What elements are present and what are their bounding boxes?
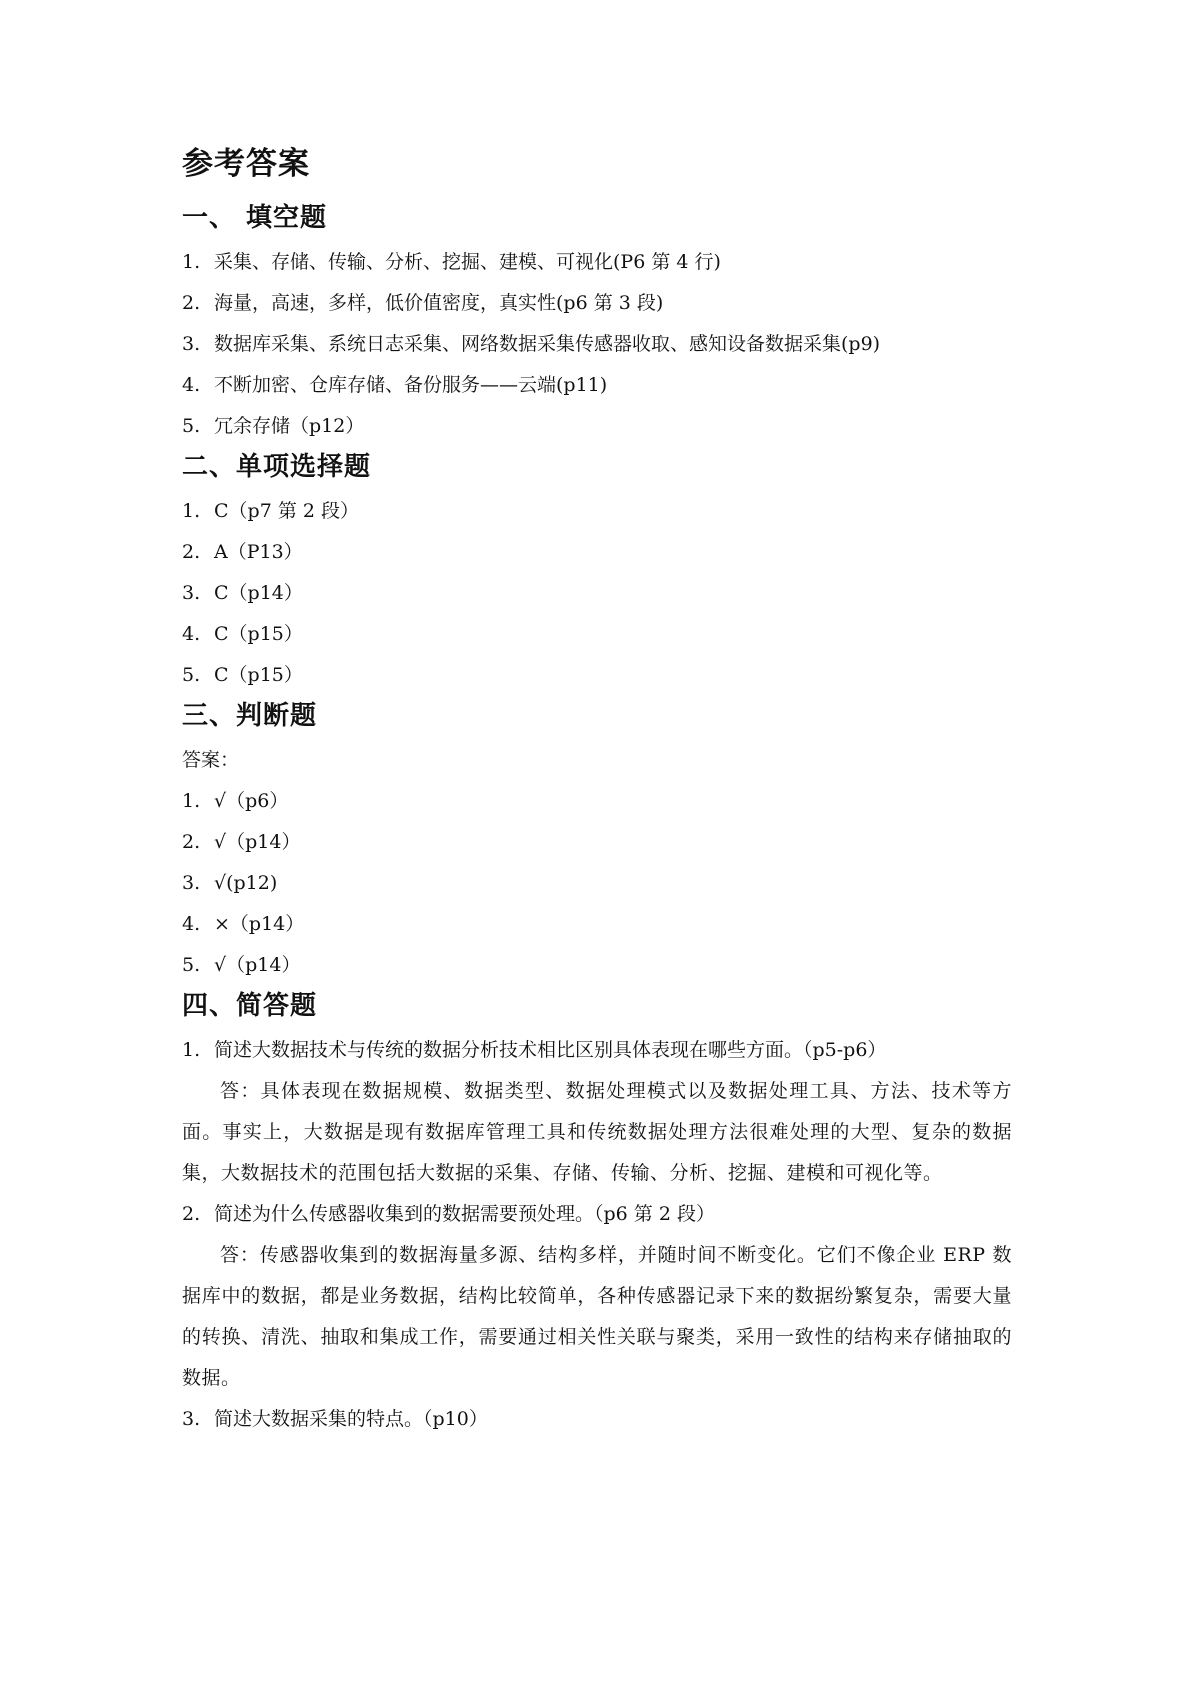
list-item — [182, 863, 1012, 904]
item-number: 5. — [182, 954, 201, 976]
list-item — [182, 532, 1012, 573]
question-item — [182, 1399, 1012, 1440]
item-text: 数据库采集、系统日志采集、网络数据采集传感器收取、感知设备数据采集(p9) — [214, 333, 881, 355]
item-number: 5. — [182, 664, 201, 686]
list-item — [182, 781, 1012, 822]
item-number: 1. — [182, 251, 201, 273]
item-number: 4. — [182, 374, 201, 396]
section-intro: 答案： — [182, 749, 240, 771]
section-single-choice — [182, 447, 1012, 696]
section-heading: 四、简答题 — [182, 991, 318, 1021]
list-item — [182, 904, 1012, 945]
item-text: C（p7 第 2 段） — [214, 500, 359, 522]
section-true-false — [182, 696, 1012, 986]
section-heading: 三、判断题 — [182, 701, 318, 731]
answer-paragraph: 答：具体表现在数据规模、数据类型、数据处理模式以及数据处理工具、方法、技术等方面。事实上，大数据是现有数据库管理工具和传统数据处理方法很难处理的大型、复杂的数据集，大数据技术的范围包括大数据的采集、存储、传输、分析、挖掘、建模和可视化等。 — [182, 1080, 1012, 1184]
list-item — [182, 406, 1012, 447]
item-text: C（p15） — [214, 664, 303, 686]
section-heading: 二、单项选择题 — [182, 452, 372, 482]
item-number: 1. — [182, 500, 201, 522]
list-item — [182, 822, 1012, 863]
item-text: √（p14） — [214, 954, 301, 976]
document-title: 参考答案 — [182, 146, 310, 182]
list-item — [182, 324, 1012, 365]
list-item — [182, 655, 1012, 696]
section-fill-in-blank — [182, 198, 1012, 447]
item-number: 2. — [182, 831, 201, 853]
answer-paragraph: 答：传感器收集到的数据海量多源、结构多样，并随时间不断变化。它们不像企业 ERP 数据库中的数据，都是业务数据，结构比较简单，各种传感器记录下来的数据纷繁复杂，需要大量的转换、清洗、抽取和集成工作，需要通过相关性关联与聚类，采用一致性的结构来存储抽取的数据。 — [182, 1244, 1012, 1389]
item-text: C（p15） — [214, 623, 303, 645]
item-number: 3. — [182, 1408, 201, 1430]
item-number: 2. — [182, 1203, 201, 1225]
item-text: 不断加密、仓库存储、备份服务——云端(p11) — [214, 374, 608, 396]
list-item — [182, 945, 1012, 986]
item-text: 采集、存储、传输、分析、挖掘、建模、可视化(P6 第 4 行) — [214, 251, 721, 273]
list-item — [182, 614, 1012, 655]
section-heading: 一、 填空题 — [182, 203, 328, 233]
list-item — [182, 573, 1012, 614]
item-text: √（p6） — [214, 790, 289, 812]
item-number: 4. — [182, 623, 201, 645]
list-item — [182, 283, 1012, 324]
item-number: 3. — [182, 872, 201, 894]
item-text: C（p14） — [214, 582, 303, 604]
item-number: 2. — [182, 541, 201, 563]
list-item — [182, 491, 1012, 532]
item-text: √（p14） — [214, 831, 301, 853]
item-number: 5. — [182, 415, 201, 437]
document-page — [182, 140, 1012, 1440]
section-short-answer — [182, 986, 1012, 1440]
item-text: 海量，高速，多样，低价值密度，真实性(p6 第 3 段) — [214, 292, 664, 314]
item-text: ×（p14） — [214, 913, 305, 935]
list-item — [182, 242, 1012, 283]
item-number: 3. — [182, 582, 201, 604]
question-item — [182, 1030, 1012, 1071]
question-text: 简述大数据采集的特点。（p10） — [214, 1408, 488, 1430]
list-item — [182, 365, 1012, 406]
item-number: 3. — [182, 333, 201, 355]
item-number: 1. — [182, 1039, 201, 1061]
question-item — [182, 1194, 1012, 1235]
item-text: 冗余存储（p12） — [214, 415, 365, 437]
item-number: 1. — [182, 790, 201, 812]
item-number: 2. — [182, 292, 201, 314]
question-text: 简述为什么传感器收集到的数据需要预处理。（p6 第 2 段） — [214, 1203, 715, 1225]
item-text: A（P13） — [214, 541, 303, 563]
question-text: 简述大数据技术与传统的数据分析技术相比区别具体表现在哪些方面。（p5-p6） — [214, 1039, 887, 1061]
item-number: 4. — [182, 913, 201, 935]
item-text: √(p12) — [214, 872, 278, 894]
